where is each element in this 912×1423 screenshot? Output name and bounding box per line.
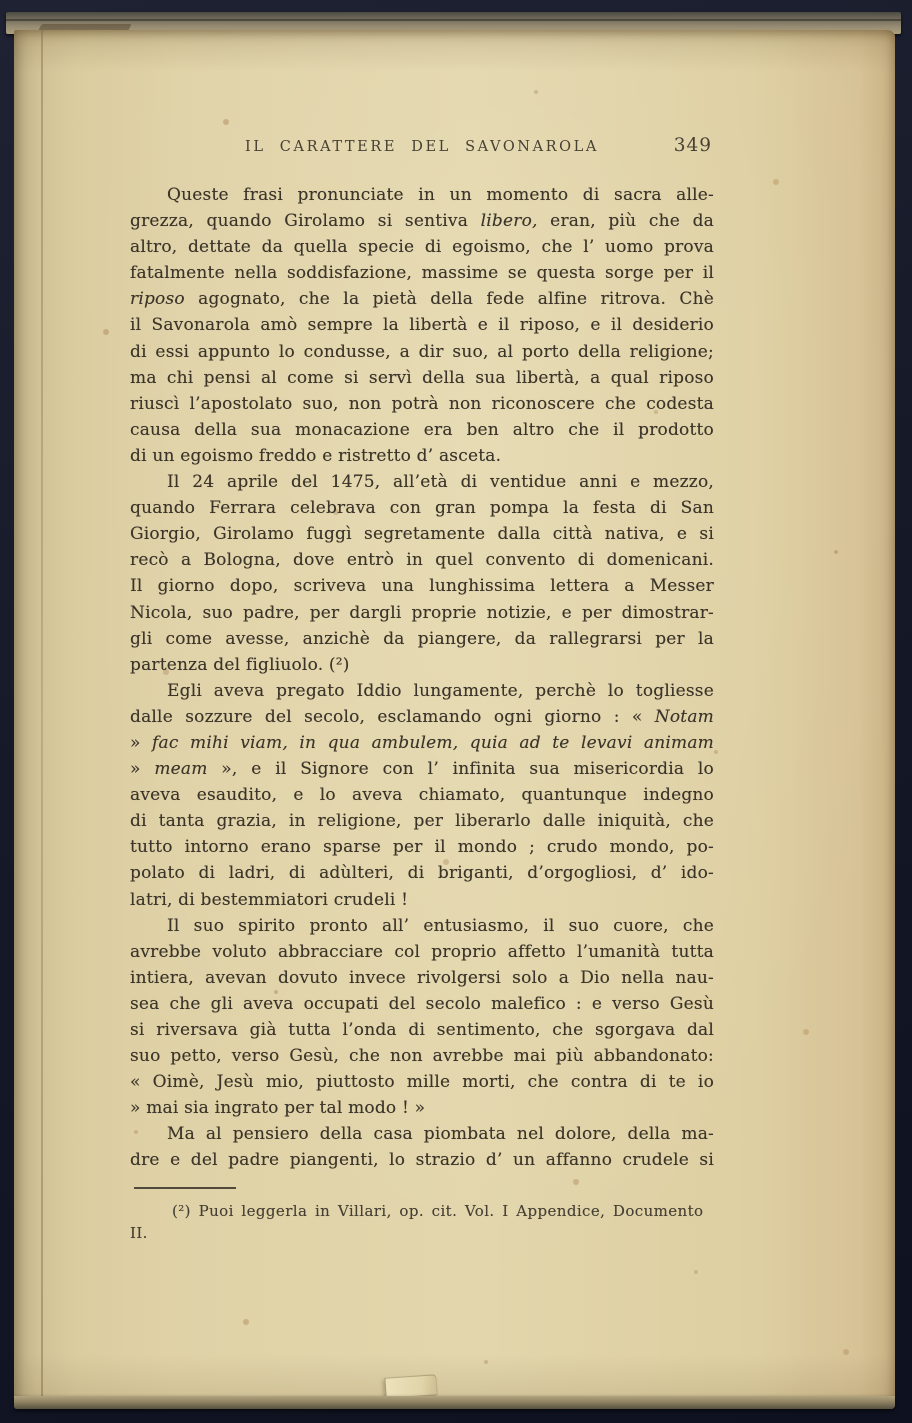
text-line: recò a Bologna, dove entrò in quel convento di domenicani. <box>130 550 714 571</box>
text-line: ma chi pensi al come si servì della sua libertà, a qual riposo <box>130 367 714 388</box>
text-line: si riversava già tutta l’onda di sentimento, che sgorgava dal <box>130 1020 714 1040</box>
text-line: avrebbe voluto abbracciare col proprio affetto l’umanità tutta <box>130 941 714 962</box>
text-line: riuscì l’apostolato suo, non potrà non riconoscere che codesta <box>130 393 714 414</box>
text-line: Egli aveva pregato Iddio lungamente, perchè lo togliesse <box>167 680 714 701</box>
text-line: polato di ladri, di adùlteri, di briganti, d’orgogliosi, d’ ido- <box>130 863 714 884</box>
text-line: quando Ferrara celebrava con gran pompa la festa di San <box>130 498 714 519</box>
text-line: partenza del figliuolo. (²) <box>130 654 350 675</box>
text-line: tutto intorno erano sparse per il mondo ; crudo mondo, po- <box>130 837 714 858</box>
text-line: riposo agognato, che la pietà della fede alfine ritrova. Chè <box>130 289 714 310</box>
running-title: IL CARATTERE DEL SAVONAROLA <box>245 139 599 155</box>
text-line: dre e del padre piangenti, lo strazio d’ un affanno crudele si <box>130 1150 714 1171</box>
text-line: il Savonarola amò sempre la libertà e il riposo, e il desiderio <box>130 315 714 336</box>
text-line: Il giorno dopo, scriveva una lunghissima lettera a Messer <box>130 576 714 597</box>
text-line: sea che gli aveva occupati del secolo malefico : e verso Gesù <box>130 993 714 1014</box>
text-line: Il suo spirito pronto all’ entusiasmo, il suo cuore, che <box>167 915 714 936</box>
text-line: Il 24 aprile del 1475, all’età di ventidue anni e mezzo, <box>167 472 714 493</box>
text-line: gli come avesse, anzichè da piangere, da rallegrarsi per la <box>130 628 714 649</box>
text-line: » fac mihi viam, in qua ambulem, quia ad te levavi animam <box>130 732 714 753</box>
page-gutter-crease <box>41 30 43 1409</box>
text-line: Nicola, suo padre, per dargli proprie notizie, e per dimostrar- <box>130 602 714 623</box>
book-page <box>14 30 895 1409</box>
text-line: di un egoismo freddo e ristretto d’ asceta. <box>130 445 502 466</box>
text-line: Queste frasi pronunciate in un momento di sacra alle- <box>167 185 714 205</box>
text-line: di tanta grazia, in religione, per liberarlo dalle iniquità, che <box>130 811 714 832</box>
footnote-separator-rule <box>134 1187 236 1189</box>
book-page-edges-bottom <box>14 1396 895 1409</box>
text-line: aveva esaudito, e lo aveva chiamato, quantunque indegno <box>130 785 714 806</box>
text-line: Giorgio, Girolamo fuggì segretamente dalla città nativa, e si <box>130 524 714 545</box>
text-line: latri, di bestemmiatori crudeli ! <box>130 889 409 910</box>
text-line: suo petto, verso Gesù, che non avrebbe mai più abbandonato: <box>130 1046 714 1067</box>
text-line: fatalmente nella soddisfazione, massime se questa sorge per il <box>130 263 714 284</box>
text-line: intiera, avevan dovuto invece rivolgersi solo a Dio nella nau- <box>130 967 714 988</box>
text-line: causa della sua monacazione era ben altro che il prodotto <box>130 419 714 440</box>
paper-foxing-speckles <box>14 30 18 34</box>
text-line: altro, dettate da quella specie di egoismo, che l’ uomo prova <box>130 237 714 258</box>
text-line: « Oimè, Jesù mio, piuttosto mille morti, che contra di te io <box>130 1072 714 1093</box>
text-line: Ma al pensiero della casa piombata nel dolore, della ma- <box>167 1124 714 1145</box>
text-line: grezza, quando Girolamo si sentiva libero, eran, più che da <box>130 211 714 232</box>
text-line: dalle sozzure del secolo, esclamando ogni giorno : « Notam <box>130 706 714 727</box>
text-line: di essi appunto lo condusse, a dir suo, al porto della religione; <box>130 341 714 362</box>
page-header <box>130 134 714 162</box>
footnote-text: (²) Puoi leggerla in Villari, op. cit. Vol. I Appendice, Documento II. <box>130 1202 704 1242</box>
page-number: 349 <box>673 135 712 156</box>
body-text <box>130 182 714 1174</box>
text-line: » meam », e il Signore con l’ infinita sua misericordia lo <box>130 759 714 780</box>
text-line: » mai sia ingrato per tal modo ! » <box>130 1098 426 1119</box>
